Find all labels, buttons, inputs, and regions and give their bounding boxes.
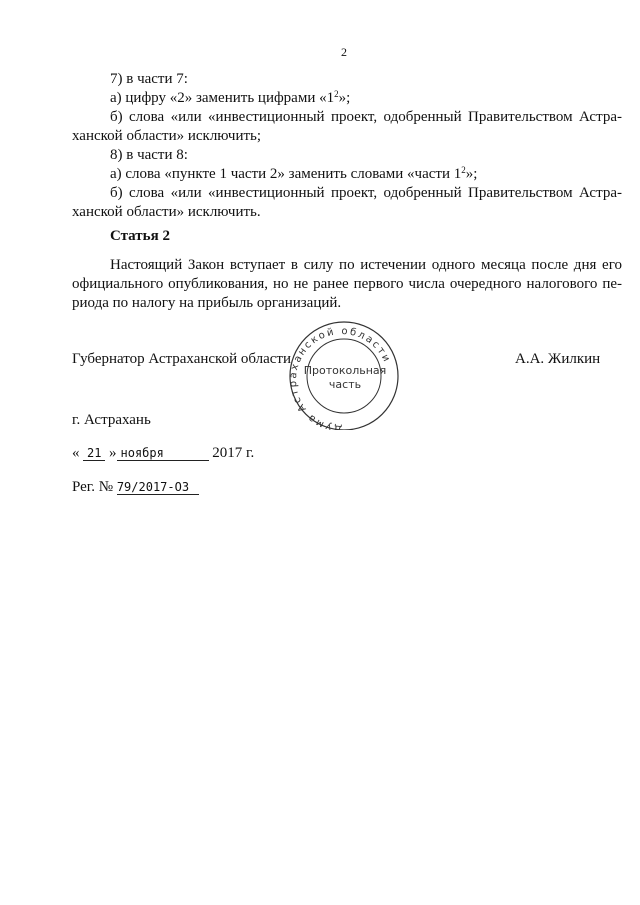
item-7b-line1: б) слова «или «инвестиционный проект, одобренный Правительством Астра- [110, 109, 622, 125]
article-text-line3: риода по налогу на прибыль организаций. [72, 295, 342, 311]
registration-number: 79/2017-ОЗ [117, 480, 199, 495]
article-title: Статья 2 [110, 228, 170, 244]
item-8a: а) слова «пункте 1 части 2» заменить словами «части $1^2$»; [110, 165, 478, 182]
date-open-quote: « [72, 445, 80, 461]
date-year: 2017 г. [212, 445, 255, 461]
governor-title: Губернатор Астраханской области [72, 351, 292, 367]
date-close-quote: » [109, 445, 117, 461]
stamp-ring-text: Дума Астраханской области [287, 325, 393, 430]
stamp-center-line1: Протокольная [303, 364, 387, 377]
governor-name: А.А. Жилкин [515, 351, 601, 367]
article-text-line2: официального опубликования, но не ранее первого числа очередного налогового пе- [72, 276, 622, 292]
stamp-center-line2: часть [328, 378, 362, 391]
date-line [72, 444, 254, 462]
item-7b-line2: ханской области» исключить; [72, 128, 262, 144]
page-number: 2 [341, 45, 347, 59]
date-day: 21 [83, 446, 105, 461]
place: г. Астрахань [72, 412, 151, 428]
item-7a: а) цифру «2» заменить цифрами «$1^2$»; [110, 89, 351, 106]
item-8-heading: 8) в части 8: [110, 147, 188, 163]
official-stamp [278, 318, 414, 430]
item-8b-line2: ханской области» исключить. [72, 204, 261, 220]
article-text-line1: Настоящий Закон вступает в силу по истечении одного месяца после дня его [110, 257, 622, 273]
date-month: ноября [117, 446, 209, 461]
registration-label: Рег. № [72, 479, 114, 495]
item-7-heading: 7) в части 7: [110, 71, 188, 87]
registration-line [72, 478, 199, 496]
item-8b-line1: б) слова «или «инвестиционный проект, одобренный Правительством Астра- [110, 185, 622, 201]
